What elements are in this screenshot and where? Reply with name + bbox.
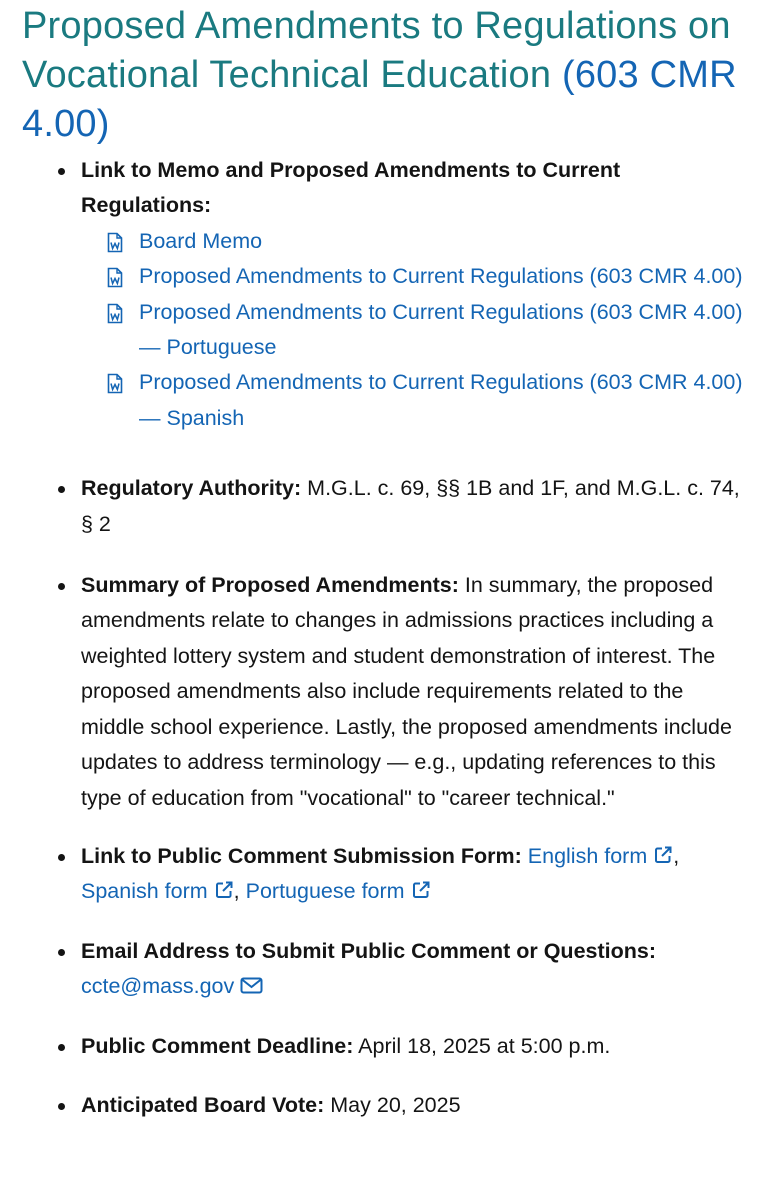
deadline-label: Public Comment Deadline:: [81, 1033, 354, 1058]
email-label: Email Address to Submit Public Comment or Questions:: [81, 938, 656, 963]
page-title-regulation-code: (603 CMR 4.00): [22, 54, 737, 145]
amendments-spanish-link[interactable]: Proposed Amendments to Current Regulations (603 CMR 4.00) — Spanish: [139, 370, 743, 430]
word-document-icon: [107, 303, 123, 324]
deadline-value: April 18, 2025 at 5:00 p.m.: [353, 1033, 611, 1058]
list-item-memo-links: [22, 153, 743, 436]
portuguese-form-label: Portuguese form: [245, 879, 405, 904]
comment-form-label: Link to Public Comment Submission Form:: [81, 843, 522, 868]
english-form-link[interactable]: [528, 844, 674, 868]
english-form-label: English form: [527, 843, 648, 868]
regulatory-authority-value: M.G.L. c. 69, §§ 1B and 1F, and M.G.L. c. 74, § 2: [81, 476, 740, 536]
amendments-english-link[interactable]: Proposed Amendments to Current Regulations (603 CMR 4.00): [139, 264, 743, 289]
external-link-icon: [653, 845, 673, 865]
document-link-item: [81, 295, 743, 366]
board-memo-link[interactable]: Board Memo: [139, 228, 263, 253]
link-separator: ,: [233, 879, 246, 904]
document-link-item: [81, 259, 743, 294]
page-title: [22, 0, 743, 149]
portuguese-form-link[interactable]: [246, 879, 431, 903]
envelope-icon: [240, 977, 263, 994]
document-links-list: [81, 224, 743, 436]
email-link[interactable]: [81, 974, 263, 998]
word-document-icon: [107, 373, 123, 394]
external-link-icon: [411, 880, 431, 900]
details-list: [22, 153, 743, 1123]
link-separator: ,: [673, 843, 680, 868]
memo-links-label: Link to Memo and Proposed Amendments to Current Regulations:: [81, 158, 621, 218]
spanish-form-label: Spanish form: [81, 879, 208, 904]
summary-text: In summary, the proposed amendments relate to changes in admissions practices including a weighted lottery system and student demonstration of interest. The proposed amendments also include requirements related to the middle school experience. Lastly, the proposed amendments include updates to address terminology — e.g., updating references to this type of education from "vocational" to "career technical.": [81, 573, 732, 810]
list-item-deadline: [22, 1029, 743, 1064]
list-item-comment-form: [22, 839, 743, 910]
board-vote-label: Anticipated Board Vote:: [81, 1092, 325, 1117]
spanish-form-link[interactable]: [81, 879, 234, 903]
word-document-icon: [107, 267, 123, 288]
list-item-regulatory-authority: [22, 471, 743, 542]
regulatory-authority-label: Regulatory Authority:: [81, 476, 302, 501]
amendments-portuguese-link[interactable]: Proposed Amendments to Current Regulations (603 CMR 4.00) — Portuguese: [139, 299, 743, 360]
document-link-item: [81, 224, 743, 259]
email-address: ccte@mass.gov: [81, 974, 235, 999]
external-link-icon: [214, 880, 234, 900]
list-item-summary: [22, 568, 743, 816]
board-vote-value: May 20, 2025: [324, 1092, 461, 1117]
word-document-icon: [107, 232, 123, 253]
list-item-email: [22, 934, 743, 1005]
list-item-board-vote: [22, 1088, 743, 1123]
summary-label: Summary of Proposed Amendments:: [81, 573, 459, 598]
page-title-main: Proposed Amendments to Regulations on Vocational Technical Education: [22, 5, 731, 96]
document-link-item: [81, 365, 743, 436]
